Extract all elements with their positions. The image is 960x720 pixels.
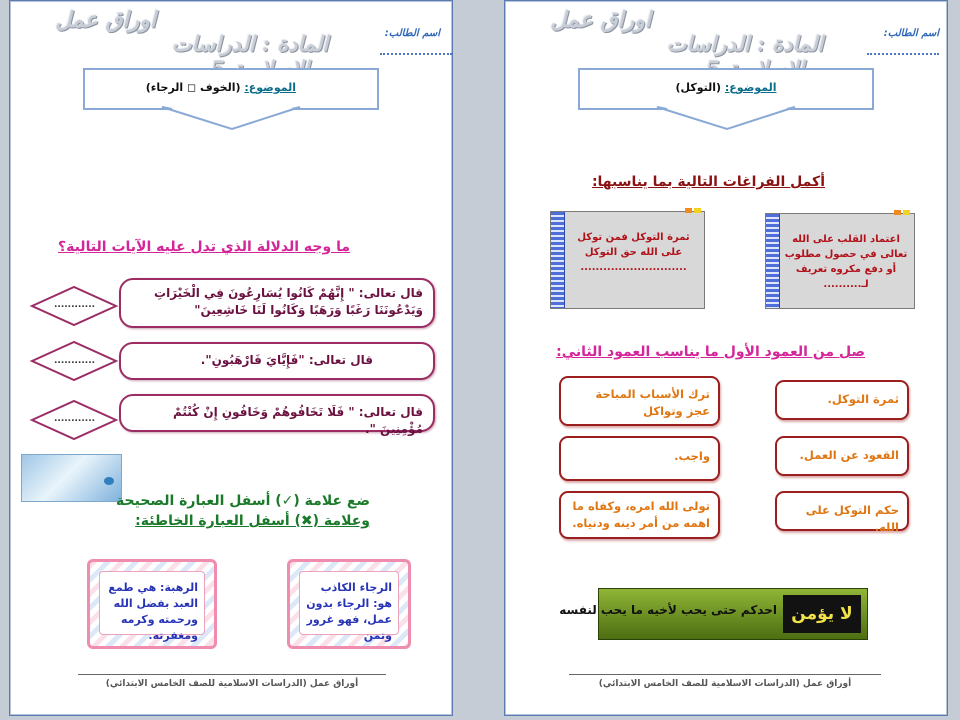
verse-text-2: قال تعالى: "فَإِيَّايَ فَارْهَبُونِ". xyxy=(200,353,373,367)
hadith-banner-keyword: لا يؤمن xyxy=(783,595,861,633)
hadith-banner xyxy=(559,588,868,640)
answer-blank-2[interactable]: ............ xyxy=(54,356,96,366)
student-name-blank[interactable] xyxy=(380,53,452,55)
match-heading: صل من العمود الأول ما يناسب العمود الثاني: xyxy=(556,344,865,360)
topic-label: الموضوع: xyxy=(244,81,296,94)
topic-arrow-shape xyxy=(577,67,877,131)
topic-line xyxy=(661,81,791,94)
column-two-text-3: تولى الله امره، وكفاه ما اهمه من أمر دينه ودنياه. xyxy=(572,499,710,530)
column-two-item-3[interactable] xyxy=(559,491,720,539)
topic-arrow-shape xyxy=(82,67,382,131)
student-name-blank[interactable] xyxy=(867,53,939,55)
verse-box-2 xyxy=(119,342,435,380)
column-one-text-3: حكم التوكل على الله. xyxy=(805,503,899,534)
statement-card-2[interactable] xyxy=(87,559,217,649)
student-name-label: اسم الطالب: xyxy=(883,28,939,39)
question-heading: ما وجه الدلالة الذي تدل عليه الآيات التالية؟ xyxy=(57,239,350,255)
topic-line xyxy=(145,81,296,94)
notepad-text-2: ثمرة التوكل فمن توكل على الله حق التوكل ............................ xyxy=(577,232,690,273)
answer-blank-3[interactable]: ............ xyxy=(54,414,96,424)
notepad-1[interactable] xyxy=(765,213,915,309)
hadith-banner-text: احدكم حتى يحب لأخيه ما يحب لنفسه xyxy=(559,603,777,617)
student-name-label: اسم الطالب: xyxy=(384,28,440,39)
column-one-text-1: ثمرة التوكل. xyxy=(827,392,899,406)
worksheet-page-left xyxy=(9,0,453,716)
verse-text-3: قال تعالى: " فَلَا تَخَافُوهُمْ وَخَافُونِ إِنْ كُنْتُمْ مُؤْمِنِينَ ". xyxy=(172,405,423,436)
column-two-item-2[interactable] xyxy=(559,436,720,481)
footer-text: أوراق عمل (الدراسات الاسلامية للصف الخامس الابتدائي) xyxy=(598,679,852,689)
topic-label: الموضوع: xyxy=(724,81,777,94)
topic-value: (التوكل) xyxy=(675,81,722,94)
notepad-spine xyxy=(551,212,565,308)
column-two-text-2: واجب. xyxy=(674,449,710,463)
statement-card-1[interactable] xyxy=(287,559,411,649)
worksheet-page-right xyxy=(504,0,948,716)
verse-box-3 xyxy=(119,394,435,436)
answer-blank-1[interactable]: ............ xyxy=(54,300,96,310)
fill-heading: أكمل الفراغات التالية بما يناسبها: xyxy=(591,174,825,190)
notepad-tab xyxy=(903,210,910,215)
worksheet-title: اوراق عمل xyxy=(550,7,651,33)
notepad-tab xyxy=(694,208,701,213)
subject-line: المادة : الدراسات xyxy=(666,31,824,56)
column-two-text-1: ترك الأسباب المباحة عجز وتواكل xyxy=(595,387,710,418)
card-inner-1 xyxy=(299,571,399,642)
footer-rule xyxy=(78,674,386,675)
column-one-item-3[interactable] xyxy=(775,491,909,534)
water-drop-icon xyxy=(104,477,114,485)
column-one-item-2[interactable] xyxy=(775,436,909,476)
column-one-text-2: القعود عن العمل. xyxy=(799,448,899,462)
card-text-1: الرجاء الكاذب هو: الرجاء بدون عمل، فهو غرور وتمن xyxy=(306,581,392,642)
card-text-2: الرهبة: هي طمع العبد بفضل الله ورحمته وكرمه ومغفرته. xyxy=(108,581,198,642)
notepad-spine xyxy=(766,214,780,308)
column-one-item-1[interactable] xyxy=(775,380,909,420)
notepad-tab xyxy=(685,208,692,213)
decorative-water-image xyxy=(21,454,122,502)
notepad-text-1: اعتماد القلب على الله تعالى في حصول مطلوب أو دفع مكروه تعريف لـ.......... xyxy=(784,234,908,290)
topic-value: (الخوف ◻ الرجاء) xyxy=(145,81,241,94)
mark-heading-line1: ضع علامة (✓) أسفل العبارة الصحيحة xyxy=(116,493,370,509)
subject-line: المادة : الدراسات xyxy=(171,31,329,56)
footer-text: أوراق عمل (الدراسات الاسلامية للصف الخامس الابتدائي) xyxy=(105,679,359,689)
worksheet-title: اوراق عمل xyxy=(55,7,156,33)
column-two-item-1[interactable] xyxy=(559,376,720,426)
verse-box-1 xyxy=(119,278,435,328)
card-inner-2 xyxy=(99,571,205,642)
footer-rule xyxy=(569,674,881,675)
verse-text-1: قال تعالى: " إِنَّهُمْ كَانُوا يُسَارِعُونَ فِي الْخَيْرَاتِ وَيَدْعُونَنَا رَغَبًا وَرَهَبًا وَكَانُوا لَنَا خَاشِعِينَ" xyxy=(154,286,423,317)
notepad-2[interactable] xyxy=(550,211,705,309)
notepad-tab xyxy=(894,210,901,215)
mark-heading-line2: وعلامة (✖) أسفل العبارة الخاطئة: xyxy=(135,513,370,529)
